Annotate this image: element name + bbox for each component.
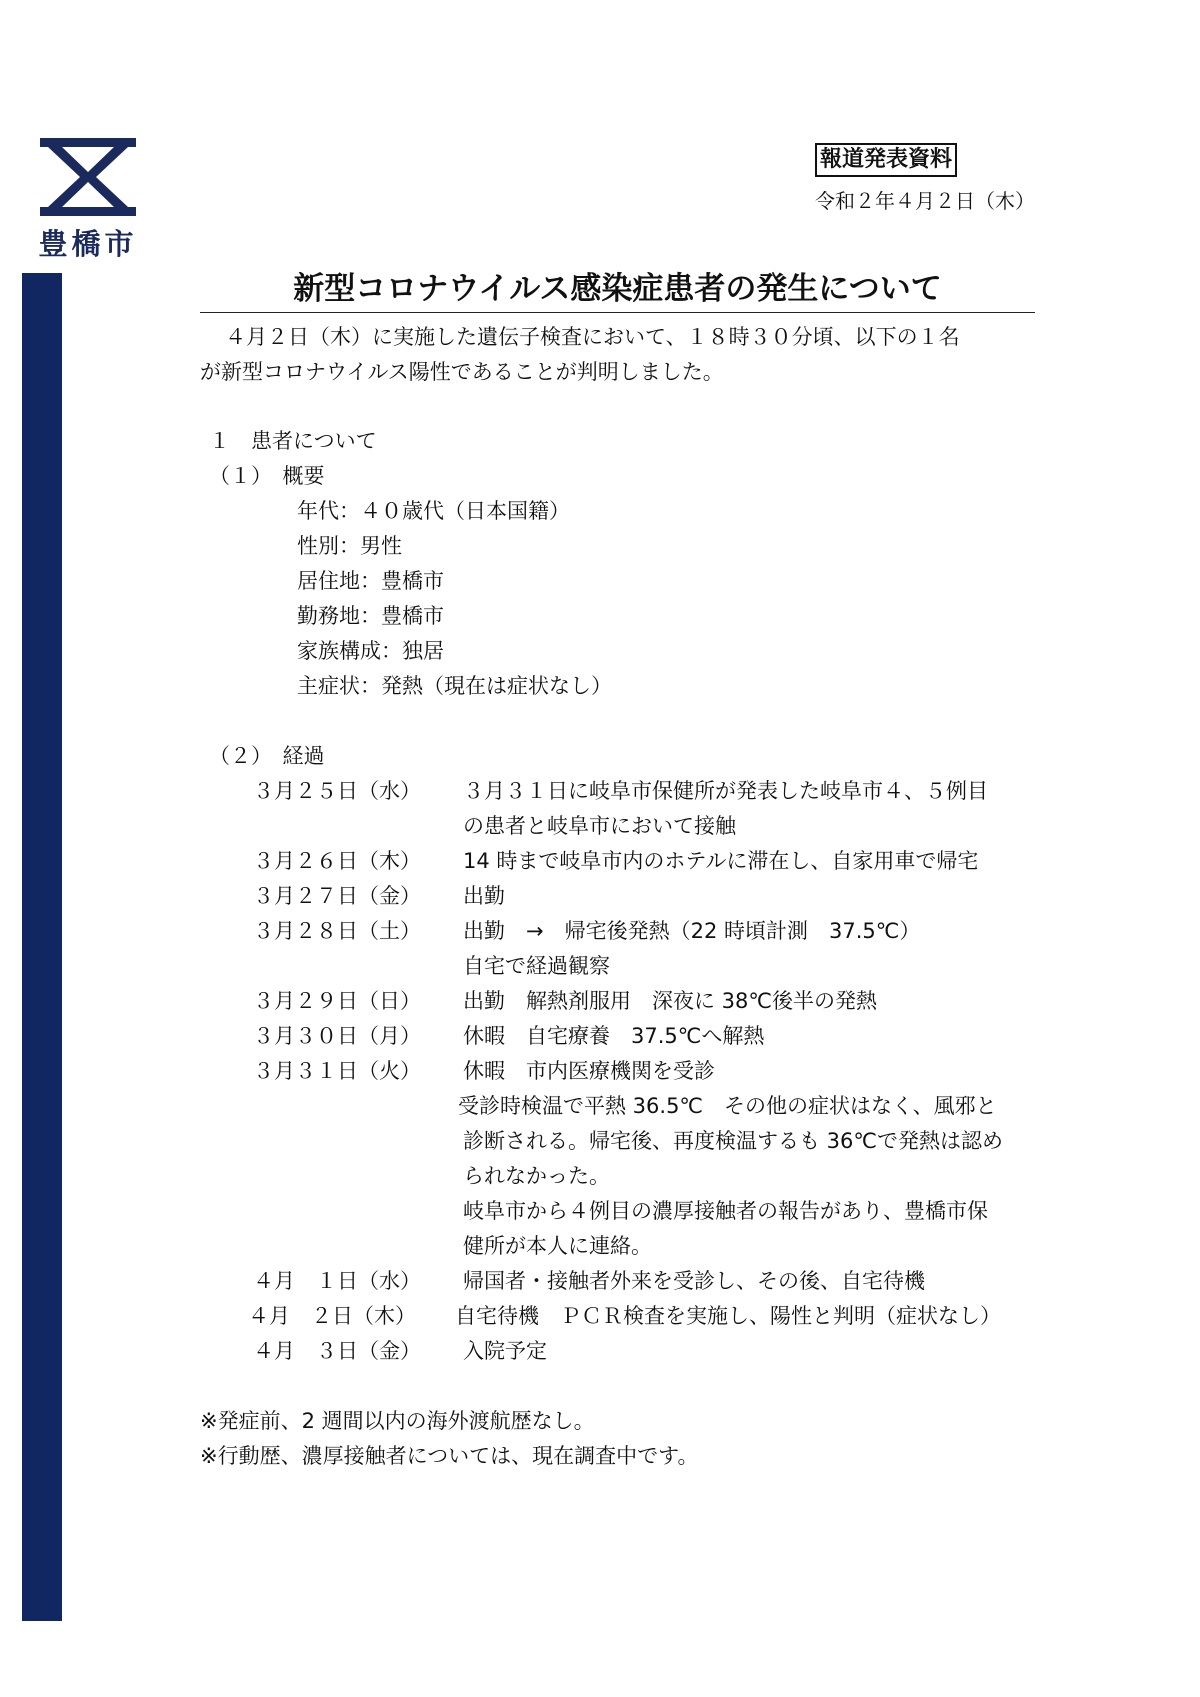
timeline-entry: られなかった。 — [463, 1164, 610, 1188]
timeline-entry: 自宅待機 ＰＣＲ検査を実施し、陽性と判明（症状なし） — [455, 1304, 1001, 1328]
detail-workplace: 勤務地：豊橋市 — [297, 604, 444, 628]
timeline-date: ３月２５日（水） — [253, 779, 421, 803]
side-bar-decoration — [22, 273, 62, 1621]
note-travel: ※発症前、2 週間以内の海外渡航歴なし。 — [200, 1409, 595, 1433]
timeline-entry: 出勤 → 帰宅後発熱（22 時頃計測 37.5℃） — [463, 919, 921, 943]
timeline-entry: 休暇 市内医療機関を受診 — [463, 1059, 715, 1083]
timeline-entry: 診断される。帰宅後、再度検温するも 36℃で発熱は認め — [463, 1129, 1003, 1153]
timeline-date: ４月 １日（水） — [253, 1269, 421, 1293]
title-underline — [200, 312, 1035, 313]
timeline-entry: ３月３１日に岐阜市保健所が発表した岐阜市４、５例目 — [463, 779, 988, 803]
timeline-entry: 健所が本人に連絡。 — [463, 1234, 652, 1258]
timeline-entry: 入院予定 — [463, 1339, 547, 1363]
hourglass-emblem-icon — [40, 138, 136, 216]
timeline-date: ３月３１日（火） — [253, 1059, 421, 1083]
timeline-entry: 14 時まで岐阜市内のホテルに滞在し、自家用車で帰宅 — [463, 849, 979, 873]
press-release-label: 報道発表資料 — [815, 143, 957, 177]
detail-family: 家族構成：独居 — [297, 639, 444, 663]
timeline-entry: 岐阜市から４例目の濃厚接触者の報告があり、豊橋市保 — [463, 1199, 988, 1223]
timeline-date: ４月 ３日（金） — [253, 1339, 421, 1363]
timeline-entry: 出勤 — [463, 884, 505, 908]
timeline-date: ４月 ２日（木） — [248, 1304, 416, 1328]
intro-line-2: が新型コロナウイルス陽性であることが判明しました。 — [200, 360, 724, 384]
timeline-date: ３月２９日（日） — [253, 989, 421, 1013]
timeline-date: ３月２８日（土） — [253, 919, 421, 943]
timeline-date: ３月２７日（金） — [253, 884, 421, 908]
city-logo — [38, 138, 138, 263]
timeline-entry: の患者と岐阜市において接触 — [463, 814, 736, 838]
timeline-date: ３月３０日（月） — [253, 1024, 421, 1048]
timeline-entry: 受診時検温で平熱 36.5℃ その他の症状はなく、風邪と — [458, 1094, 997, 1118]
timeline-date: ３月２６日（木） — [253, 849, 421, 873]
subsection-timeline-heading: （２） 経過 — [209, 744, 325, 768]
detail-residence: 居住地：豊橋市 — [297, 569, 444, 593]
detail-age: 年代：４０歳代（日本国籍） — [297, 499, 570, 523]
timeline-entry: 帰国者・接触者外来を受診し、その後、自宅待機 — [463, 1269, 925, 1293]
note-investigation: ※行動歴、濃厚接触者については、現在調査中です。 — [200, 1444, 699, 1468]
detail-symptom: 主症状：発熱（現在は症状なし） — [297, 674, 612, 698]
release-date: 令和２年４月２日（木） — [815, 189, 1035, 213]
subsection-overview-heading: （１） 概要 — [209, 464, 325, 488]
timeline-entry: 自宅で経過観察 — [463, 954, 610, 978]
detail-gender: 性別：男性 — [297, 534, 402, 558]
intro-line-1: ４月２日（木）に実施した遺伝子検査において、１８時３０分頃、以下の１名 — [225, 325, 960, 349]
page-title: 新型コロナウイルス感染症患者の発生について — [293, 271, 942, 307]
section-heading: １ 患者について — [209, 429, 377, 453]
timeline-entry: 休暇 自宅療養 37.5℃へ解熱 — [463, 1024, 765, 1048]
timeline-entry: 出勤 解熱剤服用 深夜に 38℃後半の発熱 — [463, 989, 877, 1013]
logo-city-name: 豊橋市 — [38, 227, 138, 261]
